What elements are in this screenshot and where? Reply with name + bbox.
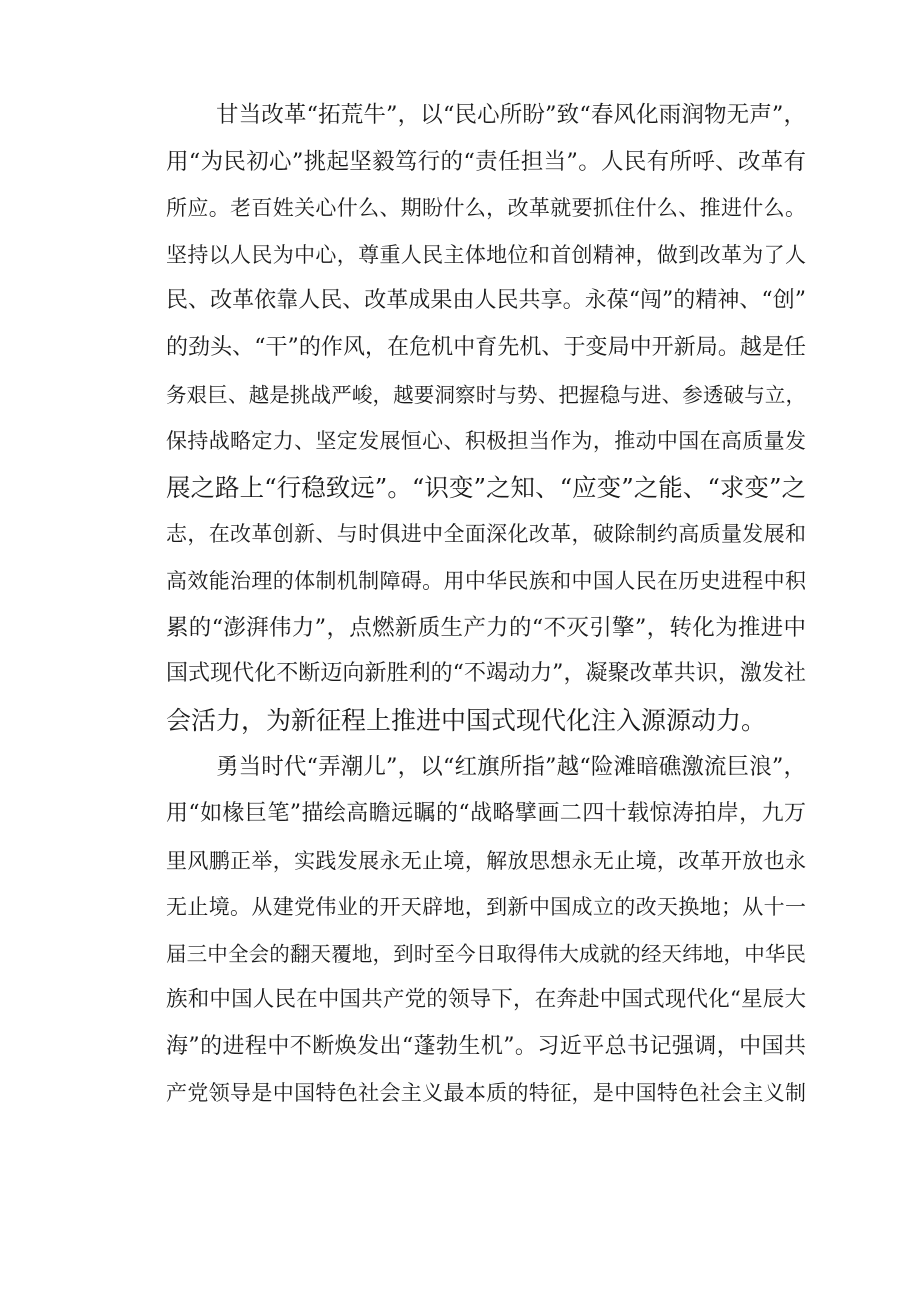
text-line: 坚持以人民为中心，尊重人民主体地位和首创精神，做到改革为了人 — [166, 242, 806, 267]
text-line: 高效能治理的体制机制障碍。用中华民族和中国人民在历史进程中积 — [166, 568, 806, 593]
text-line: 无止境。从建党伟业的开天辟地，到新中国成立的改天换地；从十一 — [166, 895, 806, 920]
paragraph-1 — [166, 92, 806, 744]
paragraph-2 — [166, 744, 806, 1117]
text-line: 保持战略定力、坚定发展恒心、积极担当作为，推动中国在高质量发 — [166, 429, 806, 454]
text-line: 用“为民初心”挑起坚毅笃行的“责任担当”。人民有所呼、改革有 — [166, 148, 806, 175]
text-line: 会活力，为新征程上推进中国式现代化注入源源动力。 — [166, 705, 767, 735]
text-line: 所应。老百姓关心什么、期盼什么，改革就要抓住什么、推进什么。 — [166, 196, 806, 221]
text-line: 族和中国人民在中国共产党的领导下，在奔赴中国式现代化“星辰大 — [166, 987, 806, 1013]
text-line: 里风鹏正举，实践发展永无止境，解放思想永无止境，改革开放也永 — [166, 848, 806, 873]
text-line: 届三中全会的翻天覆地，到时至今日取得伟大成就的经天纬地，中华民 — [166, 941, 806, 966]
text-line: 的劲头、“干”的作风，在危机中育先机、于变局中开新局。越是任 — [166, 334, 806, 360]
text-line: 用“如椽巨笔”描绘高瞻远瞩的“战略擘画二四十载惊涛拍岸，九万 — [166, 800, 806, 826]
text-line: 务艰巨、越是挑战严峻，越要洞察时与势、把握稳与进、参透破与立， — [166, 382, 806, 407]
text-line: 海”的进程中不断焕发出“蓬勃生机”。习近平总书记强调，中国共 — [166, 1033, 806, 1059]
text-line: 民、改革依靠人民、改革成果由人民共享。永葆“闯”的精神、“创” — [166, 288, 806, 314]
text-line: 累的“澎湃伟力”，点燃新质生产力的“不灭引擎”，转化为推进中 — [166, 614, 806, 641]
text-line: 勇当时代“弄潮儿”，以“红旗所指”越“险滩暗礁激流巨浪”， — [216, 754, 806, 781]
text-line: 国式现代化不断迈向新胜利的“不竭动力”，凝聚改革共识，激发社 — [166, 661, 806, 687]
text-line: 产党领导是中国特色社会主义最本质的特征，是中国特色社会主义制 — [166, 1081, 806, 1106]
text-line: 志，在改革创新、与时俱进中全面深化改革，破除制约高质量发展和 — [166, 522, 806, 547]
document-body — [166, 92, 806, 1117]
text-line: 展之路上“行稳致远”。“识变”之知、“应变”之能、“求变”之 — [166, 472, 806, 502]
text-line: 甘当改革“拓荒牛”，以“民心所盼”致“春风化雨润物无声”， — [216, 102, 806, 128]
